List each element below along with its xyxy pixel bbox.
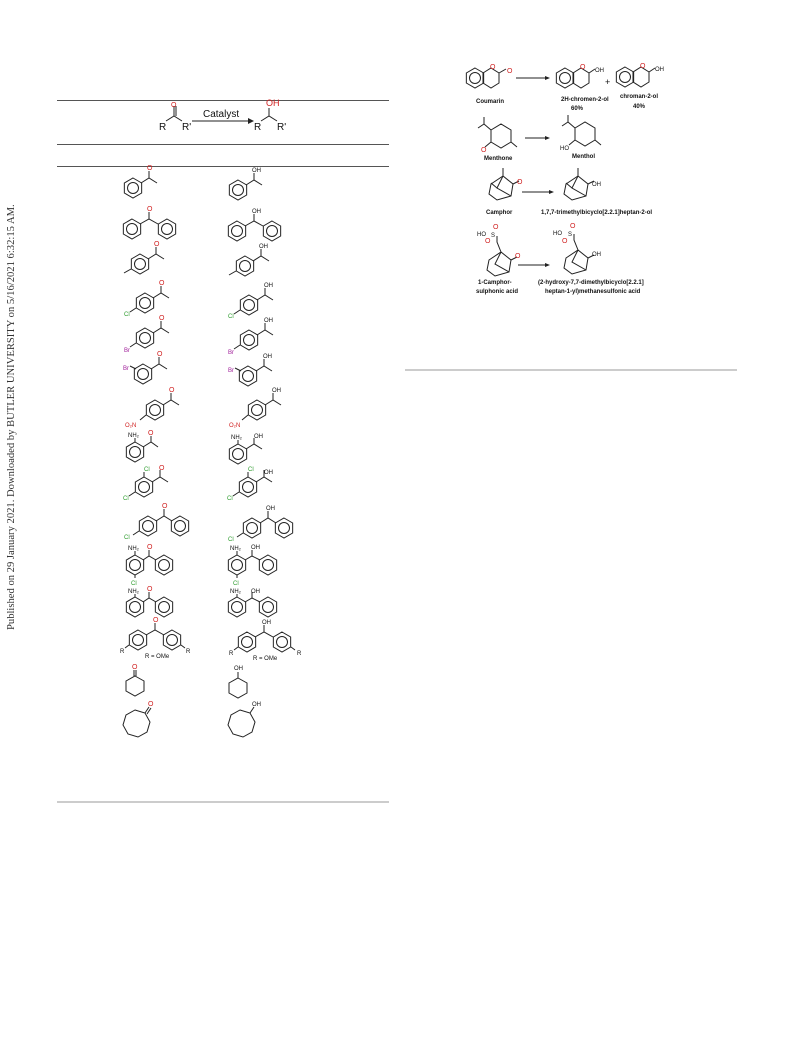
svg-text:R: R bbox=[186, 649, 191, 655]
camphor-label: Camphor bbox=[486, 210, 513, 216]
svg-text:O: O bbox=[515, 253, 521, 260]
svg-text:OH: OH bbox=[252, 168, 261, 174]
svg-text:OH: OH bbox=[272, 388, 281, 394]
plus-sign: + bbox=[605, 77, 611, 87]
chromanol-label: chroman-2-ol bbox=[620, 94, 659, 100]
chromanol-yield: 40% bbox=[633, 104, 646, 110]
svg-text:HO: HO bbox=[560, 146, 569, 152]
substrate-benzophenone bbox=[123, 206, 175, 239]
svg-text:NH₂: NH₂ bbox=[128, 433, 139, 439]
svg-text:O: O bbox=[148, 430, 154, 437]
product-rprime-label: R' bbox=[277, 122, 287, 133]
svg-text:Cl: Cl bbox=[248, 467, 254, 473]
menthone-label: Menthone bbox=[484, 156, 513, 162]
svg-text:OH: OH bbox=[655, 67, 664, 73]
svg-text:O₂N: O₂N bbox=[229, 423, 241, 429]
csa-label-line2: sulphonic acid bbox=[476, 289, 519, 295]
coumarin-label: Coumarin bbox=[476, 99, 505, 105]
substrate-2-aminoacetophenone bbox=[126, 430, 158, 462]
svg-text:O: O bbox=[147, 165, 153, 172]
svg-text:O: O bbox=[154, 241, 160, 248]
substrate-4-bromoacetophenone bbox=[124, 315, 169, 354]
svg-text:S: S bbox=[568, 232, 573, 238]
menthol-structure bbox=[560, 115, 601, 160]
svg-text:Cl: Cl bbox=[144, 467, 150, 473]
svg-text:R: R bbox=[229, 651, 234, 657]
svg-text:R = OMe: R = OMe bbox=[253, 656, 278, 662]
svg-text:O: O bbox=[162, 503, 168, 510]
svg-text:OH: OH bbox=[251, 545, 260, 551]
product-cyclohexanol bbox=[229, 666, 247, 698]
svg-text:R: R bbox=[297, 651, 302, 657]
published-note: Published on 29 January 2021. Downloaded by BUTLER UNIVERSITY on 5/16/2021 6:32:15 AM. bbox=[6, 204, 17, 630]
svg-text:OH: OH bbox=[251, 589, 260, 595]
svg-text:Br: Br bbox=[124, 348, 130, 354]
product-diphenylmethanol bbox=[228, 209, 280, 241]
coumarin-structure bbox=[466, 64, 513, 105]
svg-text:O: O bbox=[490, 64, 496, 71]
product-4,4-dimethoxybenzhydrol bbox=[229, 620, 302, 662]
svg-text:Cl: Cl bbox=[228, 537, 234, 543]
substrate-4-chloroacetophenone bbox=[124, 280, 169, 318]
product-cycloheptanol bbox=[228, 702, 261, 737]
substrate-cycloheptanone bbox=[123, 701, 154, 737]
catalyst-label: Catalyst bbox=[203, 109, 240, 120]
product-3-bromophenylethanol bbox=[228, 354, 272, 386]
reactant-r-label: R bbox=[159, 122, 167, 133]
svg-text:Cl: Cl bbox=[123, 496, 129, 502]
svg-text:O: O bbox=[517, 179, 523, 186]
substrate-3-bromoacetophenone bbox=[123, 351, 167, 384]
svg-text:O: O bbox=[570, 223, 576, 230]
chromenol-label: 2H-chromen-2-ol bbox=[561, 97, 609, 103]
svg-text:OH: OH bbox=[262, 620, 271, 626]
svg-text:Cl: Cl bbox=[228, 314, 234, 320]
chromenol-yield: 60% bbox=[571, 106, 584, 112]
svg-text:O: O bbox=[153, 617, 159, 624]
svg-text:NH₂: NH₂ bbox=[128, 546, 139, 552]
svg-text:O₂N: O₂N bbox=[125, 423, 137, 429]
svg-text:O: O bbox=[159, 315, 165, 322]
svg-text:O: O bbox=[640, 63, 646, 70]
csa-structure bbox=[476, 224, 521, 295]
header-reaction-scheme bbox=[159, 98, 286, 133]
svg-text:NH₂: NH₂ bbox=[128, 589, 139, 595]
svg-text:Cl: Cl bbox=[233, 581, 239, 587]
svg-text:O: O bbox=[485, 238, 491, 245]
svg-text:O: O bbox=[147, 206, 153, 213]
product-hydroxyl: OH bbox=[266, 98, 280, 108]
substrate-4,4-dimethoxybenzophenone bbox=[120, 617, 191, 660]
borneol-structure bbox=[541, 168, 652, 216]
product-2-aminobenzhydrol bbox=[228, 589, 276, 617]
svg-text:OH: OH bbox=[259, 244, 268, 250]
svg-text:O: O bbox=[562, 238, 568, 245]
product-4-chlorobenzhydrol bbox=[228, 506, 293, 543]
svg-text:R: R bbox=[120, 649, 125, 655]
svg-text:OH: OH bbox=[264, 318, 273, 324]
substrate-4-chlorobenzophenone bbox=[124, 503, 189, 541]
svg-text:S: S bbox=[491, 233, 496, 239]
svg-text:NH₂: NH₂ bbox=[231, 435, 242, 441]
substrate-2,4-dichloroacetophenone bbox=[123, 465, 168, 502]
product-2,4-dichlorophenylethanol bbox=[227, 467, 273, 502]
product-4-bromophenylethanol bbox=[228, 318, 273, 356]
product-2-amino-5-chlorobenzhydrol bbox=[228, 545, 276, 587]
substrate-2-amino-5-chlorobenzophenone bbox=[126, 544, 172, 587]
svg-text:OH: OH bbox=[252, 209, 261, 215]
svg-text:O: O bbox=[580, 64, 586, 71]
svg-text:OH: OH bbox=[254, 434, 263, 440]
svg-text:HO: HO bbox=[477, 232, 486, 238]
svg-text:OH: OH bbox=[266, 506, 275, 512]
csa-product-label-line1: (2-hydroxy-7,7-dimethylbicyclo[2.2.1] bbox=[538, 280, 644, 286]
svg-text:O: O bbox=[148, 701, 154, 708]
svg-text:OH: OH bbox=[234, 666, 243, 672]
svg-text:Cl: Cl bbox=[124, 535, 130, 541]
substrate-4-methylacetophenone bbox=[124, 241, 164, 274]
product-4-nitrophenylethanol bbox=[229, 388, 281, 429]
svg-text:Br: Br bbox=[228, 350, 234, 356]
svg-text:O: O bbox=[132, 664, 138, 671]
menthone-structure bbox=[478, 117, 517, 162]
chromenol-structure bbox=[556, 64, 609, 112]
svg-text:OH: OH bbox=[595, 68, 604, 74]
svg-text:Br: Br bbox=[228, 368, 234, 374]
product-r-label: R bbox=[254, 122, 262, 133]
svg-text:HO: HO bbox=[553, 231, 562, 237]
svg-text:OH: OH bbox=[263, 354, 272, 360]
menthol-label: Menthol bbox=[572, 154, 595, 160]
svg-text:Cl: Cl bbox=[131, 581, 137, 587]
svg-text:O: O bbox=[159, 280, 165, 287]
svg-text:OH: OH bbox=[264, 283, 273, 289]
svg-text:NH₂: NH₂ bbox=[230, 589, 241, 595]
substrate-acetophenone bbox=[124, 165, 157, 198]
borneol-label: 1,7,7-trimethylbicyclo[2.2.1]heptan-2-ol bbox=[541, 210, 653, 216]
svg-text:O: O bbox=[157, 351, 163, 358]
svg-text:Cl: Cl bbox=[227, 496, 233, 502]
reactant-rprime-label: R' bbox=[182, 122, 192, 133]
substrate-cyclohexanone bbox=[126, 664, 144, 696]
svg-text:OH: OH bbox=[592, 252, 601, 258]
chromanol-structure bbox=[616, 63, 664, 110]
product-1-phenylethanol bbox=[229, 168, 262, 200]
csa-label-line1: 1-Camphor- bbox=[478, 280, 512, 286]
svg-text:O: O bbox=[493, 224, 499, 231]
product-4-methylphenylethanol bbox=[229, 244, 269, 276]
svg-text:NH₂: NH₂ bbox=[230, 546, 241, 552]
csa-product-structure bbox=[538, 223, 644, 295]
camphor-structure bbox=[486, 168, 523, 216]
svg-text:R = OMe: R = OMe bbox=[145, 654, 170, 660]
svg-text:O: O bbox=[507, 68, 513, 75]
svg-text:OH: OH bbox=[264, 470, 273, 476]
svg-text:OH: OH bbox=[592, 182, 601, 188]
product-2-aminophenylethanol bbox=[229, 434, 263, 464]
csa-product-label-line2: heptan-1-yl)methanesulfonic acid bbox=[545, 289, 641, 295]
svg-text:O: O bbox=[159, 465, 165, 472]
substrate-2-aminobenzophenone bbox=[126, 586, 172, 617]
svg-text:Cl: Cl bbox=[124, 312, 130, 318]
svg-text:Br: Br bbox=[123, 366, 129, 372]
reactant-oxygen: O bbox=[171, 102, 177, 109]
product-4-chlorophenylethanol bbox=[228, 283, 273, 320]
svg-text:O: O bbox=[147, 544, 153, 551]
svg-text:O: O bbox=[169, 387, 175, 394]
substrate-4-nitroacetophenone bbox=[125, 387, 179, 429]
svg-text:OH: OH bbox=[252, 702, 261, 708]
svg-text:O: O bbox=[481, 147, 487, 154]
svg-text:O: O bbox=[147, 586, 153, 593]
